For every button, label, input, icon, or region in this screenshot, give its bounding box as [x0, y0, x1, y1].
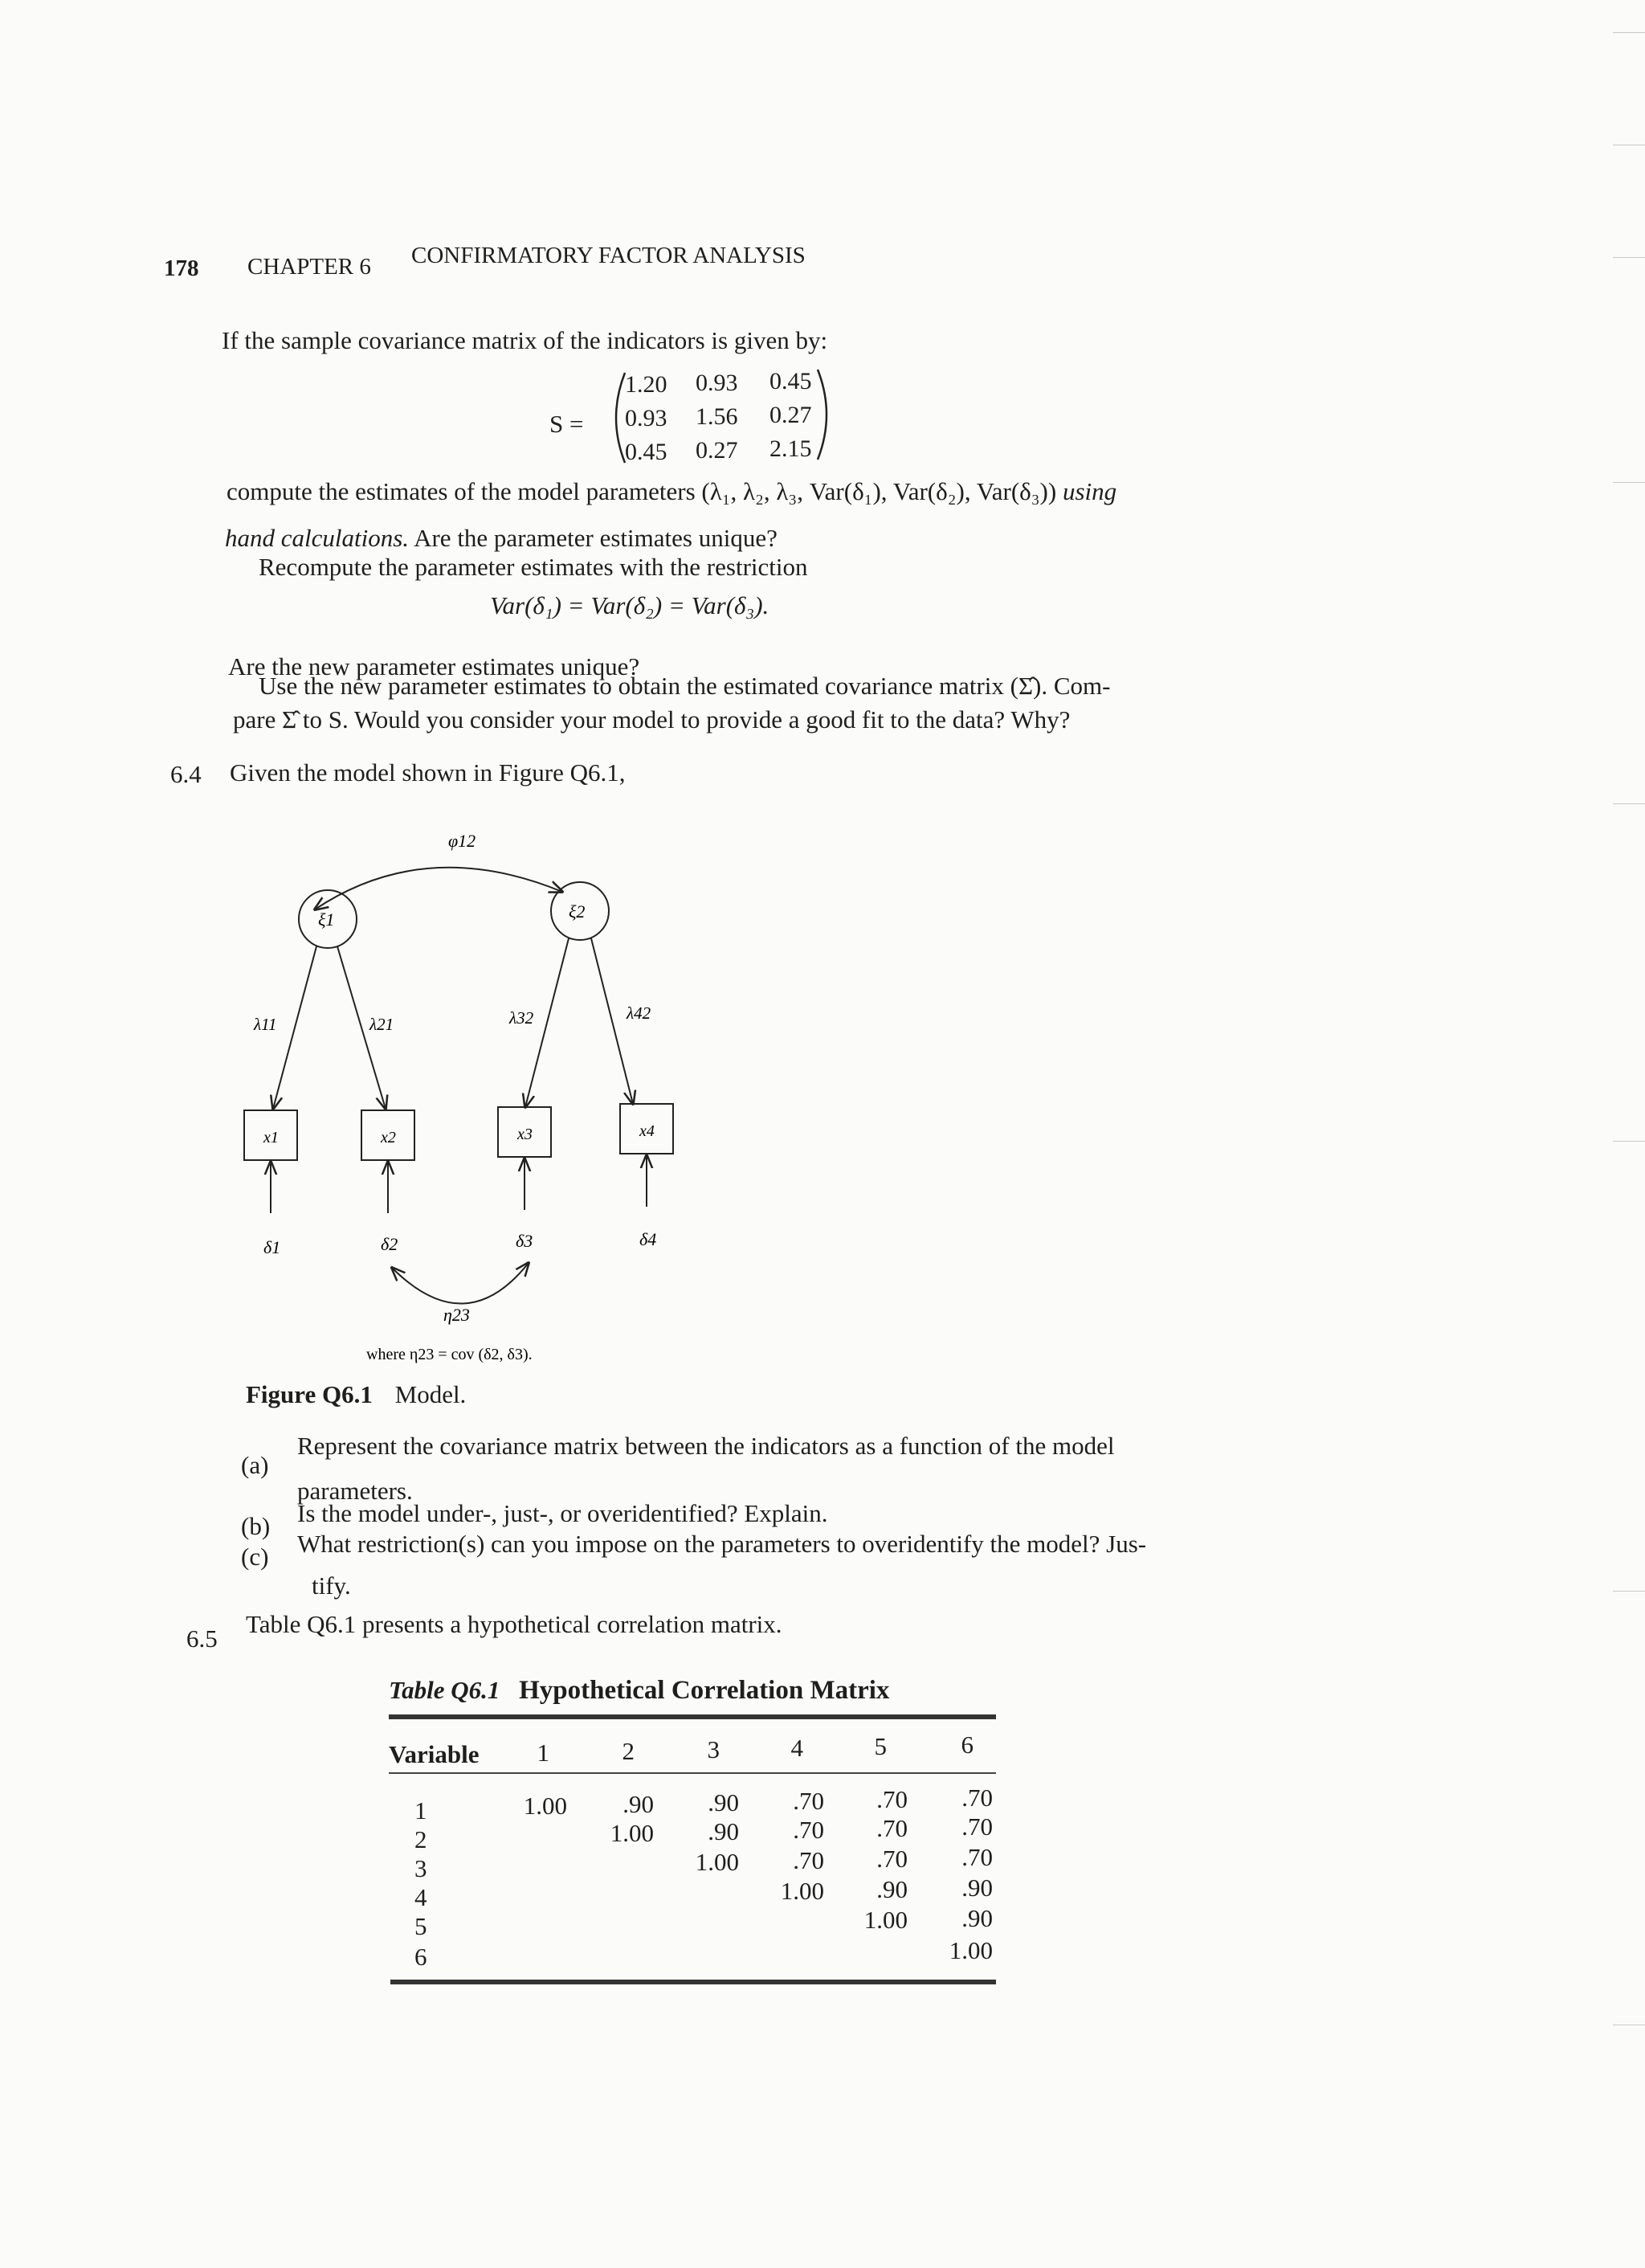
para2-line3: pare Σ̂ to S. Would you consider your model to provide a good fit to the data? Why? — [233, 705, 1071, 734]
table-row-label: 5 — [414, 1912, 427, 1940]
table-cell: .90 — [961, 1904, 993, 1932]
matrix-cell: 1.20 — [625, 371, 667, 398]
delta-label: δ3 — [516, 1231, 533, 1251]
scan-edge-mark — [1613, 32, 1645, 33]
table-cell: .90 — [961, 1874, 993, 1902]
question-number: 6.5 — [186, 1624, 218, 1653]
scan-edge-mark — [1613, 1141, 1645, 1142]
table-cell: 1.00 — [780, 1877, 824, 1905]
lambda-label: λ32 — [509, 1008, 534, 1028]
scan-edge-mark — [1613, 257, 1645, 258]
para1-line3: Recompute the parameter estimates with the restriction — [259, 553, 808, 581]
para1-line2-text: Are the parameter estimates unique? — [414, 524, 778, 552]
table-cell: 1.00 — [949, 1936, 993, 1964]
page-number: 178 — [164, 255, 199, 281]
table-cell: .70 — [961, 1784, 993, 1812]
loading-arrow — [273, 946, 316, 1109]
matrix-cell: 0.45 — [625, 439, 667, 465]
table-header-cell: 2 — [622, 1737, 635, 1765]
table-cell: 1.00 — [863, 1906, 908, 1934]
table-row-label: 2 — [414, 1825, 427, 1853]
matrix-cell: 0.93 — [696, 370, 738, 396]
para1-line2-italic: hand calculations. — [225, 524, 410, 552]
subquestion-text: Represent the covariance matrix between the indicators as a function of the model — [297, 1432, 1115, 1460]
indicator-label: x4 — [639, 1122, 655, 1140]
matrix-cell: 2.15 — [769, 435, 812, 462]
para1-line1-italic: using — [1062, 477, 1117, 505]
matrix-cell: 0.27 — [769, 402, 812, 428]
table-header-cell: Variable — [389, 1740, 480, 1768]
para1-line2 — [225, 524, 778, 553]
matrix-label: S = — [549, 410, 584, 438]
subquestion-text: parameters. — [297, 1477, 413, 1505]
delta-label: δ4 — [639, 1229, 657, 1249]
matrix-cell: 0.27 — [696, 437, 738, 464]
table-title-label: Table Q6.1 — [389, 1676, 500, 1704]
table-cell: .70 — [793, 1846, 824, 1874]
table-cell: .70 — [961, 1812, 993, 1841]
table-cell: .90 — [622, 1790, 654, 1818]
table-row-label: 6 — [414, 1943, 427, 1971]
eta-definition: where η23 = cov (δ2, δ3). — [366, 1346, 533, 1363]
subquestion-label: (a) — [241, 1451, 269, 1479]
matrix-cell: 1.56 — [696, 403, 738, 430]
subquestion-label: (c) — [241, 1543, 269, 1571]
table-bottom-rule — [390, 1980, 996, 1984]
question-text: Table Q6.1 presents a hypothetical correlation matrix. — [246, 1610, 782, 1638]
indicator-label: x2 — [381, 1129, 396, 1146]
table-header-cell: 3 — [707, 1735, 720, 1763]
intro-text: If the sample covariance matrix of the indicators is given by: — [222, 326, 828, 354]
subquestion-text: Is the model under-, just-, or overidentified? Explain. — [297, 1499, 828, 1527]
scan-edge-mark — [1613, 482, 1645, 483]
indicator-label: x1 — [263, 1129, 279, 1146]
table-top-rule — [389, 1714, 996, 1719]
table-cell: .90 — [708, 1788, 739, 1816]
para2-line2: Use the new parameter estimates to obtain the estimated covariance matrix (Σ̂). Com- — [259, 672, 1111, 700]
table-header-cell: 1 — [537, 1739, 549, 1767]
question-text: Given the model shown in Figure Q6.1, — [230, 758, 626, 787]
figure-caption-label: Figure Q6.1 — [246, 1380, 373, 1408]
eta-label: η23 — [443, 1305, 470, 1325]
figure-caption — [246, 1380, 466, 1409]
para1-line1 — [227, 477, 1116, 506]
table-header-rule — [389, 1772, 996, 1774]
table-cell: 1.00 — [610, 1819, 654, 1847]
table-cell: 1.00 — [695, 1848, 739, 1876]
table-row-label: 4 — [414, 1883, 427, 1911]
para1-line1-text: compute the estimates of the model parameters (λ₁, λ₂, λ₃, Var(δ₁), Var(δ₂), Var(δ₃)) — [227, 477, 1057, 505]
table-row-label: 3 — [414, 1854, 427, 1882]
lambda-label: λ21 — [369, 1015, 394, 1034]
table-title-text: Hypothetical Correlation Matrix — [519, 1676, 890, 1705]
para2-line1: Are the new parameter estimates unique? — [228, 652, 640, 680]
xi1-label: ξ1 — [318, 909, 335, 930]
scan-edge-mark — [1613, 803, 1645, 804]
lambda-label: λ11 — [254, 1015, 277, 1034]
table-cell: .90 — [708, 1817, 739, 1845]
covariance-arc-eta — [392, 1263, 529, 1304]
table-cell: 1.00 — [523, 1792, 567, 1820]
chapter-title: CONFIRMATORY FACTOR ANALYSIS — [411, 243, 806, 268]
table-cell: .70 — [793, 1816, 824, 1844]
figure-model-diagram — [225, 819, 675, 1382]
table-row-label: 1 — [414, 1796, 427, 1825]
matrix-cell: 0.45 — [769, 368, 812, 394]
delta-label: δ2 — [381, 1234, 398, 1254]
table-cell: .90 — [876, 1875, 908, 1903]
subquestion-text: tify. — [312, 1571, 351, 1600]
subquestion-label: (b) — [241, 1512, 271, 1540]
table-cell: .70 — [876, 1814, 908, 1842]
question-number: 6.4 — [170, 760, 202, 788]
subquestion-text: What restriction(s) can you impose on the parameters to overidentify the model? Jus- — [297, 1530, 1147, 1558]
scan-edge-mark — [1613, 1591, 1645, 1592]
table-title — [389, 1676, 889, 1706]
figure-caption-text: Model. — [394, 1380, 467, 1408]
indicator-label: x3 — [517, 1126, 533, 1143]
table-cell: .70 — [876, 1785, 908, 1813]
delta-label: δ1 — [263, 1237, 281, 1257]
restriction-equation: Var(δ₁) = Var(δ₂) = Var(δ₃). — [490, 591, 769, 619]
table-header-cell: 6 — [961, 1731, 974, 1759]
chapter-label: CHAPTER 6 — [247, 254, 371, 280]
matrix-cell: 0.93 — [625, 405, 667, 431]
table-cell: .70 — [961, 1843, 993, 1871]
table-header-cell: 5 — [874, 1732, 887, 1760]
lambda-label: λ42 — [627, 1003, 651, 1023]
phi-label: φ12 — [448, 831, 476, 851]
table-cell: .70 — [876, 1845, 908, 1873]
xi2-label: ξ2 — [569, 901, 586, 922]
table-cell: .70 — [793, 1787, 824, 1815]
matrix-right-paren — [814, 366, 839, 463]
table-header-cell: 4 — [790, 1734, 803, 1762]
